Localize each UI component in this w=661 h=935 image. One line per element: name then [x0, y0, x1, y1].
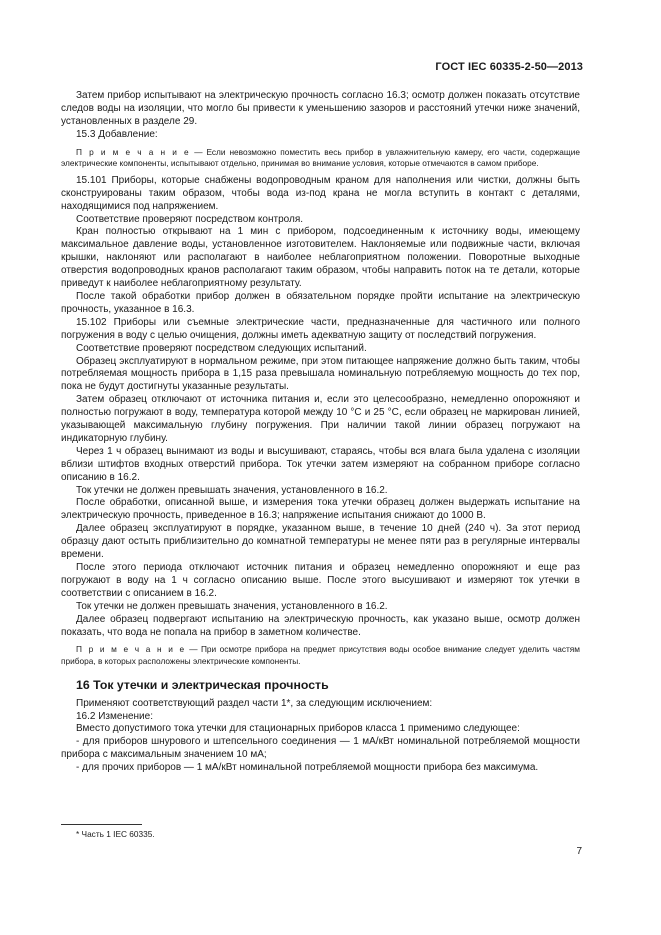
paragraph: Соответствие проверяют посредством контроля.	[76, 213, 304, 225]
paragraph: Далее образец эксплуатируют в порядке, указанном выше, в течение 10 дней (240 ч). За этот период образцу дают остыть приблизительно до комнатной температуры не менее пяти раз в регулярные интервалы времени.	[61, 523, 580, 561]
paragraph: Кран полностью открывают на 1 мин с прибором, подсоединенным к источнику воды, имеющему максимальное давление воды, установленное изготовителем. Наклоняемые или подвижные части, включая крышки, наклоняют или располагают в наиболее неблагоприятном положении. Поворотные выходные отверстия водопроводных кранов располагают таким образом, чтобы направить поток на те детали, которые приведут к наиболее неблагоприятному результату.	[61, 226, 580, 290]
note-block	[61, 644, 580, 666]
footnote: * Часть 1 IEC 60335.	[76, 829, 155, 839]
paragraph: Ток утечки не должен превышать значения, установленного в 16.2.	[76, 484, 388, 496]
paragraph: Затем образец отключают от источника питания и, если это целесообразно, немедленно опорожняют и полностью погружают в воду, температура которой между 10 °С и 25 °С, если образец не маркирован линией, указывающей максимальную глубину погружения. При наличии такой линии образец погружают на индикаторную глубину.	[61, 394, 580, 444]
page-content	[61, 90, 580, 775]
note-label: П р и м е ч а н и е	[76, 644, 186, 655]
paragraph: Соответствие проверяют посредством следующих испытаний.	[76, 342, 367, 354]
document-header: ГОСТ IEC 60335-2-50—2013	[435, 61, 583, 73]
note-block	[61, 147, 580, 169]
paragraph: Ток утечки не должен превышать значения, установленного в 16.2.	[76, 600, 388, 612]
section-title: 16 Ток утечки и электрическая прочность	[76, 677, 329, 692]
paragraph: После этого периода отключают источник питания и образец немедленно опорожняют и еще раз погружают в воду на 1 ч согласно описанию выше. После этого высушивают и измеряют ток утечки в соответствии с описанием в 16.2.	[61, 562, 580, 599]
paragraph: Через 1 ч образец вынимают из воды и высушивают, стараясь, чтобы вся влага была удалена с изоляции вблизи штифтов входных отверстий прибора. Ток утечки затем измеряют на собранном приборе согласно описанию в 16.2.	[61, 445, 580, 483]
paragraph: 16.2 Изменение:	[76, 710, 153, 722]
page-number: 7	[576, 846, 582, 857]
note-text: — При осмотре прибора на предмет присутствия воды особое внимание следует уделить частям прибора, в которых расположены электрические компоненты.	[61, 644, 580, 666]
footnote-divider	[61, 824, 142, 825]
note-label: П р и м е ч а н и е	[76, 146, 191, 157]
paragraph: После такой обработки прибор должен в обязательном порядке пройти испытание на электрическую прочность, указанное в 16.3.	[61, 290, 580, 315]
paragraph: Образец эксплуатируют в нормальном режиме, при этом питающее напряжение должно быть таким, чтобы потребляемая мощность прибора в 1,15 раза превышала номинальную потребляемую мощность до тех пор, пока не будут достигнуты указанные результаты.	[61, 355, 580, 393]
paragraph: После обработки, описанной выше, и измерения тока утечки образец должен выдержать испытание на электрическую прочность, приведенное в 16.3; напряжение испытания снижают до 1000 В.	[61, 497, 580, 522]
paragraph: 15.101 Приборы, которые снабжены водопроводным краном для наполнения или чистки, должны быть сконструированы таким образом, чтобы вода из-под крана не могла вступить в контакт с деталями, находящимися под напряжением.	[61, 174, 580, 212]
paragraph: Далее образец подвергают испытанию на электрическую прочность, как указано выше, осмотр должен показать, что вода не попала на прибор в заметном количестве.	[61, 613, 580, 638]
paragraph: Вместо допустимого тока утечки для стационарных приборов класса 1 применимо следующее:	[76, 723, 520, 735]
paragraph: 15.3 Добавление:	[76, 128, 158, 140]
paragraph: Затем прибор испытывают на электрическую прочность согласно 16.3; осмотр должен показать отсутствие следов воды на изоляции, что могло бы привести к уменьшению зазоров и расстояний утечки ниже значений, установленных в разделе 29.	[61, 90, 580, 127]
paragraph: Применяют соответствующий раздел части 1*, за следующим исключением:	[76, 697, 433, 709]
list-item: - для прочих приборов — 1 мА/кВт номинальной потребляемой мощности прибора без максимума.	[76, 762, 539, 774]
paragraph: 15.102 Приборы или съемные электрические части, предназначенные для частичного или полного погружения в воду с целью очищения, должны иметь адекватную защиту от последствий погружения.	[61, 316, 580, 341]
note-text: — Если невозможно поместить весь прибор в увлажнительную камеру, его части, содержащие электрические компоненты, испытывают отдельно, принимая во внимание условия, которые отмечаются в самом приборе.	[61, 146, 580, 168]
list-item: - для приборов шнурового и штепсельного соединения — 1 мА/кВт номинальной потребляемой мощности прибора с максимальным значением 10 мА;	[61, 736, 580, 761]
